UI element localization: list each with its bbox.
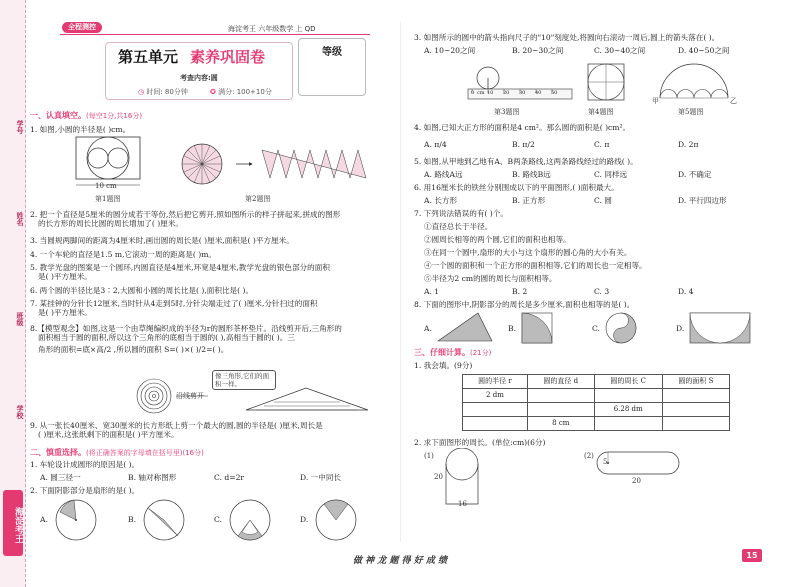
fig5-label-a: 甲 bbox=[652, 97, 659, 105]
c1-opt-b: B. 轴对称图形 bbox=[128, 473, 177, 482]
calc2-fig2 bbox=[596, 450, 680, 476]
c8-fig-a bbox=[436, 311, 496, 345]
c7-item-5: ⑤半径为2 cm的圆的周长与面积相等。 bbox=[424, 274, 557, 283]
c8-opt-a: A. bbox=[424, 324, 432, 333]
c1-stem: 1. 车轮设计成圆形的原因是( )。 bbox=[30, 460, 140, 469]
calc1-th-c: 圆的周长 C bbox=[594, 375, 662, 389]
q7-line1: 7. 某挂钟的分针长12厘米,当时针从4走到5时,分针尖端走过了( )厘米,分针扫过的面积 bbox=[30, 299, 318, 308]
ruler-tick-50: 50 bbox=[551, 90, 558, 96]
c2-fig-b bbox=[142, 498, 186, 542]
c3-opt-d: D. 40~50之间 bbox=[678, 46, 730, 55]
c7-item-1: ①直径总长于半径。 bbox=[424, 222, 493, 231]
section1-note: (每空1分,共16分) bbox=[86, 112, 143, 120]
q5-line1: 5. 教学光盘的图案是一个圆环,内圆直径是4厘米,环宽是4厘米,教学光盘的银色部分的面积 bbox=[30, 263, 330, 272]
section2-title: 二、慎重选择。 bbox=[30, 448, 86, 457]
fig3-caption: 第3题图 bbox=[494, 108, 520, 116]
calc1-cell[interactable] bbox=[662, 403, 729, 417]
fig4-caption: 第4题图 bbox=[588, 108, 614, 116]
fig5-arcs bbox=[654, 62, 734, 106]
c4-opt-d: D. 2π bbox=[678, 140, 699, 149]
c3-opt-a: A. 10~20之间 bbox=[424, 46, 476, 55]
c3-opt-b: B. 20~30之间 bbox=[512, 46, 564, 55]
c1-opt-d: D. 一中同长 bbox=[300, 473, 342, 482]
side-logo: 海淀考王 bbox=[3, 490, 23, 556]
ruler-tick-40: 40 bbox=[535, 90, 542, 96]
q1: 1. 如图,小圆的半径是( )cm。 bbox=[30, 125, 131, 134]
c7-stem: 7. 下列说法错误的有( )个。 bbox=[414, 209, 508, 218]
calc1-th-d: 圆的直径 d bbox=[527, 375, 594, 389]
fig8-cut-label: 沿线剪开 bbox=[176, 392, 204, 400]
c3-opt-c: C. 30~40之间 bbox=[594, 46, 646, 55]
c2-fig-a bbox=[54, 498, 98, 542]
table-row bbox=[463, 389, 730, 403]
c8-fig-b bbox=[520, 311, 554, 345]
c5-opt-a: A. 路线A远 bbox=[424, 170, 463, 179]
page-divider bbox=[400, 22, 401, 542]
c4-stem: 4. 如图,已知大正方形的面积是4 cm²。那么圆的面积是( )cm²。 bbox=[414, 123, 631, 132]
c3-stem: 3. 如图所示的圆中的箭头指向尺子的"10"刻度处,将圆向右滚动一周后,圆上的箭头落在( )。 bbox=[414, 33, 720, 42]
q2 bbox=[30, 210, 398, 229]
side-label-id: 学号 bbox=[16, 120, 24, 134]
fig8-triangle bbox=[246, 388, 368, 410]
q7-line2: 是( )平方厘米。 bbox=[38, 308, 92, 318]
q8-line3: 角形的面积=底×高/2 ,所以圆的面积 S=( )×( )/2=( )。 bbox=[38, 344, 229, 354]
exam-score bbox=[210, 88, 272, 97]
fig1-small-circle-right bbox=[108, 148, 128, 168]
c5-opt-c: C. 同样远 bbox=[594, 170, 628, 179]
calc1-cell[interactable] bbox=[527, 389, 594, 403]
c6-opt-c: C. 圆 bbox=[594, 196, 612, 205]
c8-fig-d bbox=[688, 311, 752, 345]
c4-opt-a: A. π/4 bbox=[424, 140, 447, 149]
c8-opt-b: B. bbox=[508, 324, 516, 333]
calc2-f2-r: 5 bbox=[603, 458, 608, 466]
calc2-f2-label: (2) bbox=[584, 452, 594, 460]
calc1-cell[interactable] bbox=[662, 389, 729, 403]
calc1-header-row bbox=[463, 375, 730, 389]
table-row bbox=[463, 403, 730, 417]
q8-line2: 面积相当于圆的面积,所以这个三角形的底相当于圆的( ),高相当于圆的( )。三 bbox=[38, 333, 295, 343]
c5-opt-d: D. 不确定 bbox=[678, 170, 712, 179]
calc1-cell[interactable] bbox=[594, 389, 662, 403]
fig1-dim: 10 cm bbox=[95, 182, 117, 190]
header-rule bbox=[60, 34, 370, 35]
c2-stem: 2. 下面阴影部分是扇形的是( )。 bbox=[30, 486, 140, 495]
fig5-label-b: 乙 bbox=[730, 97, 737, 105]
c7-opt-d: D. 4 bbox=[678, 287, 694, 296]
calc1-cell[interactable] bbox=[527, 403, 594, 417]
c2-fig-d bbox=[314, 498, 358, 542]
calc1-stem: 1. 我会填。(9分) bbox=[414, 361, 473, 370]
fig2-strip bbox=[262, 150, 366, 178]
c8-stem: 8. 下面的图形中,阴影部分的周长是多少厘米,面积也相等的是( )。 bbox=[414, 300, 635, 309]
section3-title: 三、仔细计算。 bbox=[414, 348, 470, 357]
header-series: 海淀考王 六年级数学 上 QD bbox=[228, 25, 316, 33]
q5-line2: 是( )平方厘米。 bbox=[38, 272, 92, 282]
section2-note: (将正确答案的字母填在括号里)(16分) bbox=[86, 449, 204, 457]
fig2-caption: 第2题图 bbox=[245, 195, 271, 203]
fig8-concentric bbox=[137, 379, 171, 413]
c7-opt-b: B. 2 bbox=[512, 287, 528, 296]
calc2-stem: 2. 求下面图形的周长。(单位:cm)(6分) bbox=[414, 438, 546, 447]
table-row bbox=[463, 417, 730, 431]
c8-fig-c bbox=[604, 311, 638, 345]
calc2-f2-w: 20 bbox=[632, 477, 641, 485]
c1-opt-a: A. 圆三径一 bbox=[40, 473, 81, 482]
c2-fig-c bbox=[228, 498, 272, 542]
q8 bbox=[30, 324, 398, 354]
fig5-caption: 第5题图 bbox=[678, 108, 704, 116]
fig2-rearrange bbox=[178, 140, 378, 190]
section2-heading bbox=[30, 448, 204, 458]
q6: 6. 两个圆的半径比是3∶2,大圆和小圆的周长比是( ),面积比是( )。 bbox=[30, 286, 254, 295]
unit-title: 第五单元 bbox=[118, 48, 179, 66]
c6-opt-a: A. 长方形 bbox=[424, 196, 458, 205]
exam-scope: 考查内容:圆 bbox=[180, 74, 218, 82]
clock-icon: ◷ bbox=[138, 88, 145, 96]
q4: 4. 一个车轮的直径是1.5 m,它滚动一周的距离是( )m。 bbox=[30, 250, 216, 259]
calc1-th-s: 圆的面积 S bbox=[662, 375, 729, 389]
c7-item-2: ②圆周长相等的两个圆,它们的面积也相等。 bbox=[424, 235, 571, 244]
ruler-unit: cm bbox=[477, 90, 485, 96]
c8-opt-c: C. bbox=[592, 324, 600, 333]
fig8-speech-bubble: 像三角形,它们的面积一样。 bbox=[212, 370, 276, 390]
fig1-caption: 第1题图 bbox=[95, 195, 121, 203]
q9-line2: ( )厘米,这张纸剩下的面积是( )平方厘米。 bbox=[38, 430, 179, 440]
c2-opt-d: D. bbox=[300, 515, 309, 524]
calc1-cell[interactable]: 2 dm bbox=[463, 389, 528, 403]
section3-note: (21分) bbox=[470, 349, 492, 357]
star-icon: ✪ bbox=[210, 88, 216, 96]
fig4-square-circle bbox=[586, 62, 626, 102]
calc1-table bbox=[462, 374, 730, 431]
calc2-f1-w: 16 bbox=[458, 500, 467, 508]
c2-opt-b: B. bbox=[128, 515, 136, 524]
ruler-tick-30: 30 bbox=[519, 90, 526, 96]
c1-opt-c: C. d=2r bbox=[214, 473, 245, 482]
c6-stem: 6. 用16厘米长的铁丝分别围成以下的平面图形,( )面积最大。 bbox=[414, 183, 619, 192]
ruler-tick-0: 0 bbox=[471, 90, 475, 96]
page-number: 15 bbox=[742, 549, 762, 562]
calc1-cell[interactable] bbox=[463, 417, 528, 431]
q5 bbox=[30, 263, 398, 282]
c8-opt-d: D. bbox=[676, 324, 685, 333]
side-label-school: 学校 bbox=[16, 405, 24, 419]
c4-opt-b: B. π/2 bbox=[512, 140, 535, 149]
grade-box: 等级 bbox=[298, 38, 366, 96]
c7-item-3: ③在同一个圆中,扇形的大小与这个扇形的圆心角的大小有关。 bbox=[424, 248, 632, 257]
q3: 3. 当圆规两脚间的距离为4厘米时,画出圆的周长是( )厘米,面积是( )平方厘米。 bbox=[30, 236, 294, 245]
calc2-f1-h: 20 bbox=[434, 473, 443, 481]
c5-stem: 5. 如图,从甲地到乙地有A、B两条路线,这两条路线经过的路线( )。 bbox=[414, 157, 638, 166]
c4-opt-c: C. π bbox=[594, 140, 610, 149]
calc1-cell[interactable] bbox=[463, 403, 528, 417]
c6-opt-d: D. 平行四边形 bbox=[678, 196, 727, 205]
side-label-class: 班级 bbox=[16, 312, 24, 326]
fig1-small-circle-left bbox=[88, 148, 108, 168]
calc1-cell[interactable]: 8 cm bbox=[527, 417, 594, 431]
q9 bbox=[30, 421, 398, 440]
c7-opt-a: A. 1 bbox=[424, 287, 440, 296]
time-text: 时间: 80分钟 bbox=[146, 88, 188, 96]
calc2-f1-label: (1) bbox=[424, 452, 434, 460]
calc1-cell[interactable] bbox=[662, 417, 729, 431]
calc1-cell[interactable] bbox=[594, 417, 662, 431]
ruler-tick-10: 10 bbox=[487, 90, 494, 96]
c6-opt-b: B. 正方形 bbox=[512, 196, 546, 205]
c7-opt-c: C. 3 bbox=[594, 287, 610, 296]
c5-opt-b: B. 路线B远 bbox=[512, 170, 551, 179]
footer-slogan: 做 神 龙 题 得 好 成 绩 bbox=[353, 556, 447, 566]
exam-name: 素养巩固卷 bbox=[190, 48, 266, 66]
calc1-th-r: 圆的半径 r bbox=[463, 375, 528, 389]
c2-opt-a: A. bbox=[40, 515, 48, 524]
side-label-name: 姓名 bbox=[16, 212, 24, 226]
c7-item-4: ④一个圆的面积和一个正方形的面积相等,它们的周长也一定相等。 bbox=[424, 261, 647, 270]
ruler-tick-20: 20 bbox=[503, 90, 510, 96]
q2-line2: 的长方形的周长比圆的周长增加了( )厘米。 bbox=[38, 219, 184, 229]
q8-line1: 8.【模型观念】如图,这是一个由草绳编织成的半径为r的圆形茶杯垫片。沿线剪开后,三角形的 bbox=[30, 324, 342, 333]
score-text: 满分: 100+10分 bbox=[218, 88, 272, 96]
calc1-cell[interactable]: 6.28 dm bbox=[594, 403, 662, 417]
q7 bbox=[30, 299, 398, 318]
c2-opt-c: C. bbox=[214, 515, 222, 524]
q2-line1: 2. 把一个直径是5厘米的圆分成若干等份,然后把它剪开,照如图所示的样子拼起来,拼成的图形 bbox=[30, 210, 341, 219]
section1-heading bbox=[30, 111, 142, 121]
section3-heading bbox=[414, 348, 491, 358]
q9-line1: 9. 从一张长40厘米、宽30厘米的长方形纸上剪一个最大的圆,圆的半径是( )厘米,周长是 bbox=[30, 421, 323, 430]
section1-title: 一、认真填空。 bbox=[30, 111, 86, 120]
header-badge: 全程测控 bbox=[62, 22, 102, 33]
exam-time bbox=[138, 88, 188, 97]
